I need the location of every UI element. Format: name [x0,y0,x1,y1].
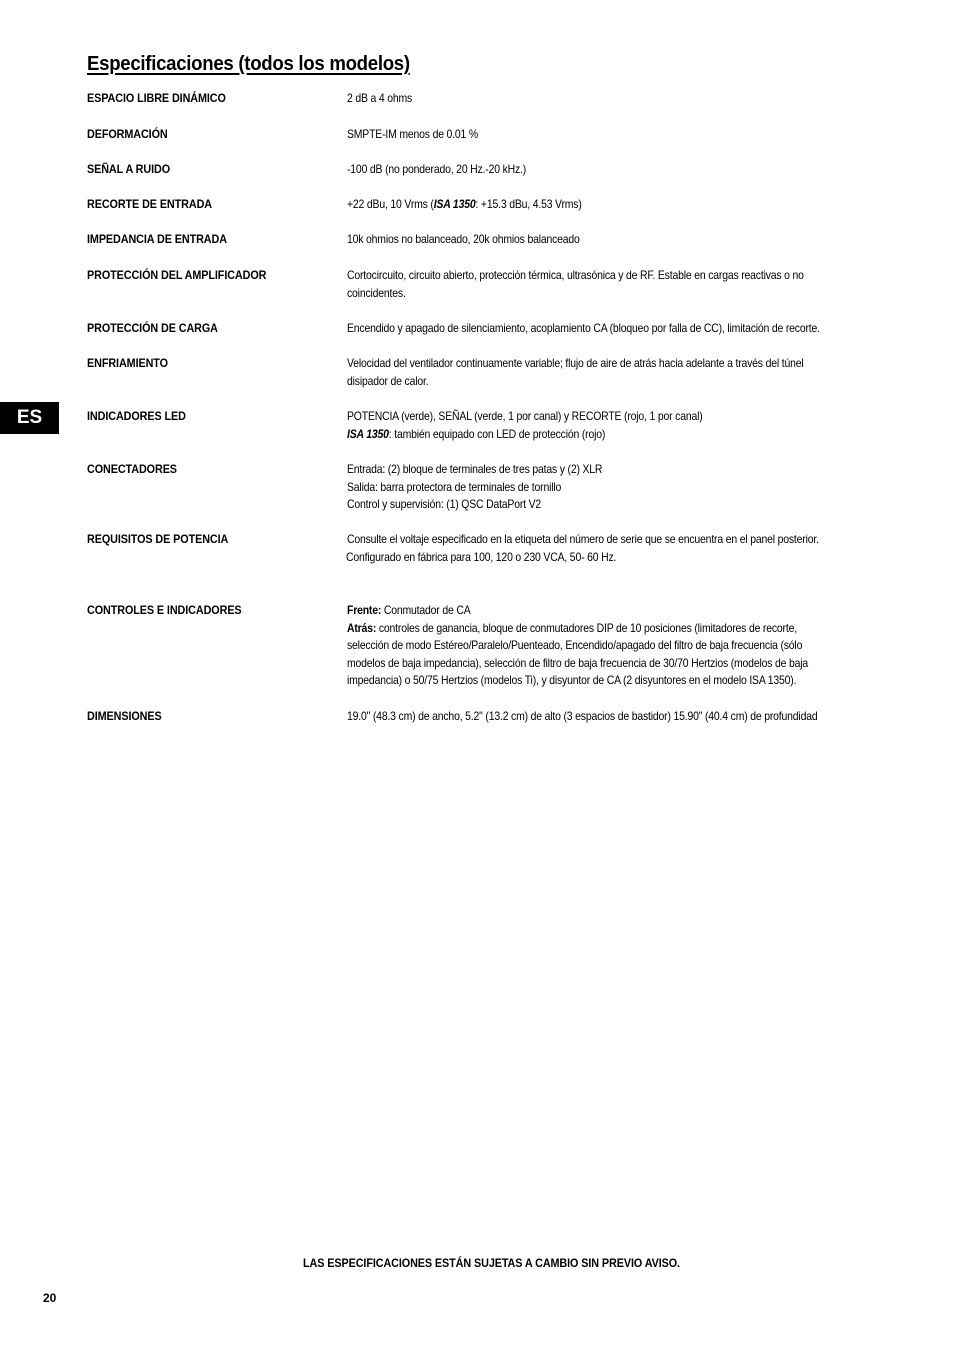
spec-label: PROTECCIÓN DEL AMPLIFICADOR [87,268,267,282]
spec-value-line: Consulte el voltaje especificado en la etiqueta del número de serie que se encuentra en el panel posterior. [347,532,819,546]
spec-label: PROTECCIÓN DE CARGA [87,321,218,335]
spec-value-text: Conmutador de CA [381,603,471,617]
spec-value [347,196,954,214]
spec-value-line: modelos de baja impedancia), selección de filtro de baja frecuencia de 30/70 Hertzios (modelos de baja [347,655,809,670]
spec-label: CONECTADORES [87,462,177,476]
model-name: ISA 1350 [347,426,389,441]
spec-value-text: : también equipado con LED de protección (rojo) [388,426,606,441]
spec-value [347,267,954,302]
spec-label: IMPEDANCIA DE ENTRADA [87,232,227,246]
spec-label: RECORTE DE ENTRADA [87,197,212,211]
spec-value-text: : +15.3 dBu, 4.53 Vrms) [475,197,582,211]
spec-label: INDICADORES LED [87,409,186,423]
spec-value-line: 10k ohmios no balanceado, 20k ohmios balanceado [347,232,580,246]
spec-value-line: Cortocircuito, circuito abierto, protección térmica, ultrasónica y de RF. Estable en cargas reactivas o no [347,268,804,282]
spec-value-line: SMPTE-IM menos de 0.01 % [347,127,479,141]
spec-value-line: Entrada: (2) bloque de terminales de tres patas y (2) XLR [347,462,603,476]
model-name: ISA 1350 [433,197,476,211]
spec-value-line: Configurado en fábrica para 100, 120 o 230 VCA, 50- 60 Hz. [346,549,617,564]
spec-value-line: Control y supervisión: (1) QSC DataPort V2 [347,497,542,511]
spec-value-line [347,196,879,214]
spec-value [347,355,954,390]
spec-label: ESPACIO LIBRE DINÁMICO [87,91,226,105]
spec-value [347,408,954,443]
spec-value-line: Encendido y apagado de silenciamiento, acoplamiento CA (bloqueo por falla de CC), limitación de recorte. [347,321,820,335]
spec-label: DIMENSIONES [87,709,162,723]
spec-value [347,461,954,514]
front-label: Frente: [347,603,382,617]
spec-value-text: +22 dBu, 10 Vrms ( [347,197,434,211]
page-number: 20 [43,1291,57,1305]
spec-value [347,126,954,144]
spec-value-line: Velocidad del ventilador continuamente variable; flujo de aire de atrás hacia adelante a través del túnel [347,356,804,370]
spec-value [347,602,954,690]
spec-value-line [347,426,879,444]
spec-value [347,708,954,726]
spec-value [347,231,954,249]
spec-value-line: selección de modo Estéreo/Paralelo/Puenteado, Encendido/apagado del filtro de baja frecuencia (sólo [347,638,803,652]
spec-value [347,90,954,108]
spec-label: ENFRIAMIENTO [87,356,168,370]
language-tab: ES [0,402,59,434]
spec-value-line: disipador de calor. [347,373,429,388]
spec-value-line [347,602,879,620]
spec-value [347,161,954,179]
spec-value [347,320,954,338]
spec-label: SEÑAL A RUIDO [87,162,171,176]
spec-label: REQUISITOS DE POTENCIA [87,532,229,546]
spec-value-line: Salida: barra protectora de terminales de tornillo [347,479,562,494]
footer-note: LAS ESPECIFICACIONES ESTÁN SUJETAS A CAMBIO SIN PREVIO AVISO. [303,1256,680,1270]
spec-label: CONTROLES E INDICADORES [87,603,242,617]
page-title: Especificaciones (todos los modelos) [87,53,410,75]
spec-value-line: -100 dB (no ponderado, 20 Hz.-20 kHz.) [347,162,527,176]
spec-value-line: impedancia) o 50/75 Hertzios (modelos Ti), y disyuntor de CA (2 disyuntores en el modelo ISA 1350). [347,673,797,687]
spec-value-text: controles de ganancia, bloque de conmutadores DIP de 10 posiciones (limitadores de recorte, [376,620,797,635]
spec-value-line: POTENCIA (verde), SEÑAL (verde, 1 por canal) y RECORTE (rojo, 1 por canal) [347,409,703,423]
spec-value-line: coincidentes. [347,285,406,300]
spec-value-line [347,620,879,638]
spec-value-line: 2 dB a 4 ohms [347,91,413,105]
spec-value-line: 19.0" (48.3 cm) de ancho, 5.2" (13.2 cm) de alto (3 espacios de bastidor) 15.90" (40.4 cm) de profundidad [347,709,818,723]
rear-label: Atrás: [347,620,377,635]
spec-label: DEFORMACIÓN [87,127,168,141]
spec-value [347,531,954,566]
